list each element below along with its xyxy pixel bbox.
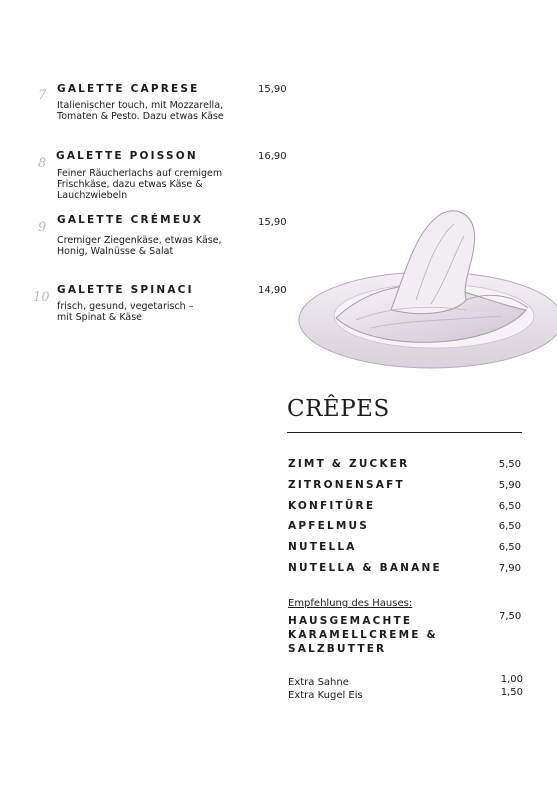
item-number: 10 — [33, 290, 50, 305]
item-name: NUTELLA & BANANE — [288, 562, 442, 574]
item-price: 6,50 — [498, 501, 521, 512]
item-price: 7,90 — [498, 563, 521, 574]
item-price: 5,50 — [498, 459, 521, 470]
item-number: 8 — [38, 156, 47, 171]
item-name: ZITRONENSAFT — [288, 479, 405, 491]
house-special-name: HAUSGEMACHTE KARAMELLCREME & SALZBUTTER — [288, 615, 438, 655]
section-divider — [287, 432, 522, 433]
extra-price: 1,50 — [500, 687, 523, 698]
extra-price: 1,00 — [500, 674, 523, 685]
item-description: frisch, gesund, vegetarisch – mit Spinat & Käse — [57, 301, 194, 323]
item-name: GALETTE POISSON — [56, 150, 198, 162]
item-number: 9 — [38, 220, 47, 235]
extra-item — [288, 674, 523, 691]
item-description: Italienischer touch, mit Mozzarella, Tomaten & Pesto. Dazu etwas Käse — [57, 100, 224, 122]
item-name: NUTELLA — [288, 541, 357, 553]
menu-item-crepe — [288, 562, 523, 578]
item-price: 6,50 — [498, 542, 521, 553]
item-name: GALETTE CAPRESE — [57, 83, 200, 95]
menu-item-crepe — [288, 541, 523, 557]
menu-item-crepe — [288, 458, 523, 474]
item-name: GALETTE SPINACI — [57, 284, 194, 296]
item-price: 6,50 — [498, 521, 521, 532]
item-name: KONFITÜRE — [288, 500, 376, 512]
item-name: APFELMUS — [288, 520, 369, 532]
menu-item-crepe — [288, 500, 523, 516]
item-price: 15,90 — [258, 217, 287, 228]
crepe-plate-illustration — [296, 200, 557, 380]
extra-item — [288, 687, 523, 704]
house-special-price: 7,50 — [499, 611, 522, 622]
item-number: 7 — [38, 88, 47, 103]
item-description: Cremiger Ziegenkäse, etwas Käse, Honig, Walnüsse & Salat — [57, 235, 222, 257]
extra-name: Extra Sahne — [288, 677, 349, 688]
item-description: Feiner Räucherlachs auf cremigem Frischkäse, dazu etwas Käse & Lauchzwiebeln — [57, 168, 223, 201]
section-title-crepes: CRÊPES — [287, 396, 390, 422]
house-recommendation-label: Empfehlung des Hauses: — [288, 598, 413, 609]
item-price: 15,90 — [258, 84, 287, 95]
item-price: 5,90 — [498, 480, 521, 491]
extra-name: Extra Kugel Eis — [288, 690, 363, 701]
menu-item-crepe — [288, 520, 523, 536]
menu-item-crepe — [288, 479, 523, 495]
item-price: 14,90 — [258, 285, 287, 296]
item-price: 16,90 — [258, 151, 287, 162]
item-name: GALETTE CRÉMEUX — [57, 214, 204, 226]
item-name: ZIMT & ZUCKER — [288, 458, 410, 470]
